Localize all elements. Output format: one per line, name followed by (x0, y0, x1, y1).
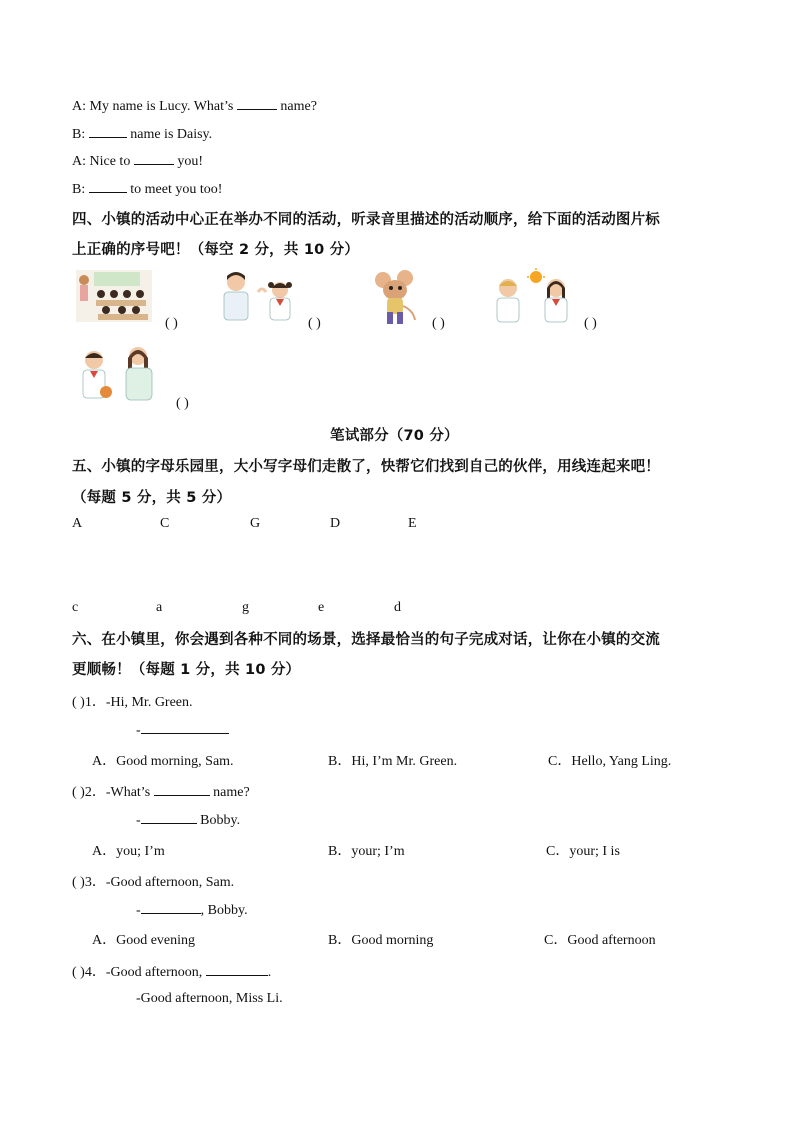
classroom-picture (76, 270, 152, 322)
uppercase-letter[interactable]: G (250, 516, 261, 531)
boy-and-teacher-picture (76, 344, 164, 402)
option-c[interactable]: C．Good afternoon (544, 933, 656, 948)
boy-and-girl-greeting-picture (218, 270, 298, 326)
section4-heading-line1: 四、小镇的活动中心正在举办不同的活动，听录音里描述的活动顺序，给下面的活动图片标 (72, 212, 660, 228)
question-2-reply: - Bobby. (136, 813, 241, 828)
written-part-title: 笔试部分（70 分） (330, 428, 459, 444)
section5-heading-line2: （每题 5 分，共 5 分） (72, 490, 232, 506)
lowercase-letter[interactable]: c (72, 600, 79, 615)
dialog-line-4: B: to meet you too! (72, 182, 223, 197)
uppercase-letter[interactable]: C (160, 516, 170, 531)
question-4-reply: -Good afternoon, Miss Li. (136, 991, 283, 1006)
lowercase-letter[interactable]: d (394, 600, 401, 615)
question-2: ( )2．-What’s name? (72, 785, 250, 800)
uppercase-letter[interactable]: A (72, 516, 83, 531)
children-with-sun-picture (492, 268, 576, 326)
option-a[interactable]: A．Good evening (92, 933, 196, 948)
lowercase-letter[interactable]: g (242, 600, 249, 615)
answer-paren[interactable]: ( ) (432, 316, 445, 331)
answer-paren[interactable]: ( ) (165, 316, 178, 331)
question-3: ( )3．-Good afternoon, Sam. (72, 875, 235, 890)
section6-heading-line1: 六、在小镇里，你会遇到各种不同的场景，选择最恰当的句子完成对话，让你在小镇的交流 (72, 632, 660, 648)
answer-blank[interactable] (134, 152, 174, 165)
answer-blank[interactable] (141, 811, 197, 824)
answer-paren[interactable]: ( ) (176, 396, 189, 411)
option-b[interactable]: B．Good morning (328, 933, 434, 948)
mouse-character-picture (373, 270, 421, 326)
dialog-line-1: A: My name is Lucy. What’s name? (72, 99, 317, 114)
dialog-line-3: A: Nice to you! (72, 154, 203, 169)
section6-heading-line2: 更顺畅！（每题 1 分，共 10 分） (72, 662, 301, 678)
answer-blank[interactable] (89, 180, 127, 193)
question-4: ( )4．-Good afternoon, . (72, 965, 272, 980)
question-1: ( )1．-Hi, Mr. Green. (72, 695, 193, 710)
option-c[interactable]: C．your; I is (546, 844, 620, 859)
answer-blank[interactable] (89, 125, 127, 138)
lowercase-letter[interactable]: e (318, 600, 325, 615)
answer-blank[interactable] (206, 963, 268, 976)
option-a[interactable]: A．you; I’m (92, 844, 165, 859)
option-b[interactable]: B．Hi, I’m Mr. Green. (328, 754, 458, 769)
section4-heading-line2: 上正确的序号吧！（每空 2 分，共 10 分） (72, 242, 360, 258)
question-3-reply: - , Bobby. (136, 903, 248, 918)
answer-paren[interactable]: ( ) (308, 316, 321, 331)
answer-blank[interactable] (141, 721, 229, 734)
uppercase-letter[interactable]: D (330, 516, 341, 531)
uppercase-letter[interactable]: E (408, 516, 417, 531)
question-1-reply: - (136, 721, 229, 739)
answer-blank[interactable] (237, 97, 277, 110)
option-b[interactable]: B．your; I’m (328, 844, 405, 859)
option-a[interactable]: A．Good morning, Sam. (92, 754, 234, 769)
answer-blank[interactable] (141, 901, 201, 914)
dialog-line-2: B: name is Daisy. (72, 127, 213, 142)
answer-paren[interactable]: ( ) (584, 316, 597, 331)
lowercase-letter[interactable]: a (156, 600, 163, 615)
answer-blank[interactable] (154, 783, 210, 796)
option-c[interactable]: C．Hello, Yang Ling. (548, 754, 672, 769)
section5-heading-line1: 五、小镇的字母乐园里，大小写字母们走散了，快帮它们找到自己的伙伴，用线连起来吧！ (72, 459, 660, 475)
